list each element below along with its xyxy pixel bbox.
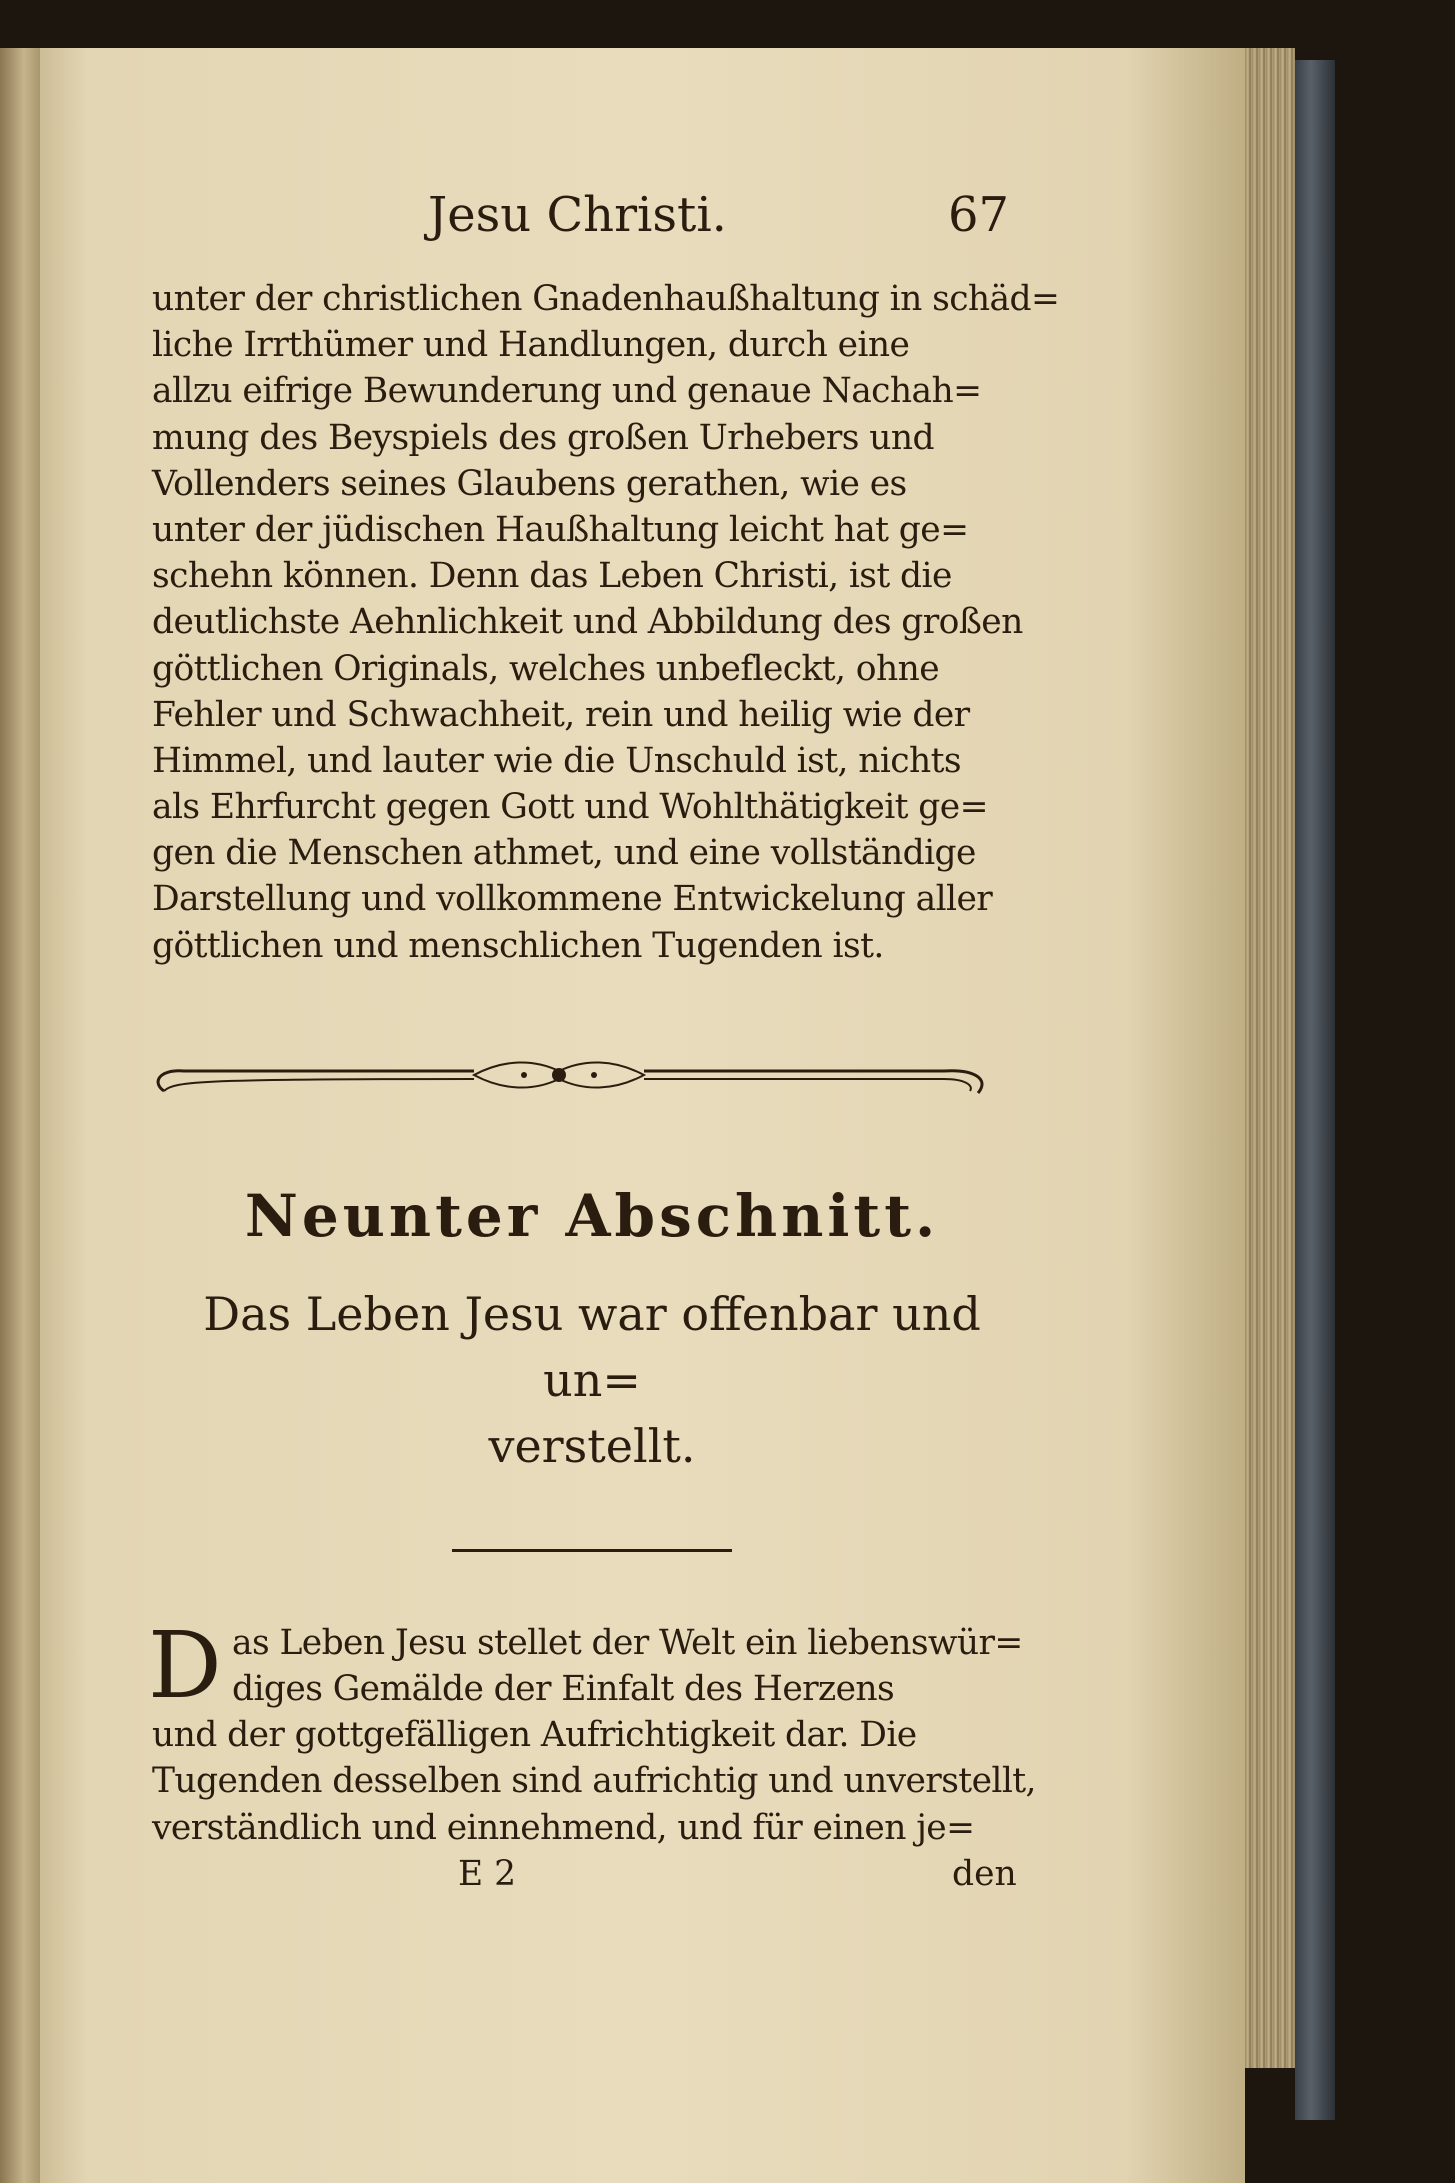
page-footer bbox=[152, 1851, 1032, 1897]
body-text bbox=[152, 276, 1060, 969]
book-cover-edge bbox=[1295, 60, 1335, 2120]
text-line: Tugenden desselben sind aufrichtig und unverstellt, bbox=[152, 1761, 1036, 1802]
ornament-icon bbox=[144, 1053, 1004, 1113]
horizontal-rule bbox=[452, 1549, 732, 1552]
text-line: unter der christlichen Gnadenhaußhaltung in schäd= bbox=[152, 279, 1060, 319]
text-line: Darstellung und vollkommene Entwickelung aller bbox=[152, 879, 993, 920]
text-line: als Ehrfurcht gegen Gott und Wohlthätigkeit ge= bbox=[152, 787, 988, 828]
text-line: diges Gemälde der Einfalt des Herzens bbox=[232, 1669, 895, 1709]
subtitle-line: verstellt. bbox=[488, 1418, 696, 1473]
left-page-edge bbox=[0, 48, 40, 2183]
drop-cap: D bbox=[148, 1611, 222, 1719]
text-line: Vollenders seines Glaubens gerathen, wie es bbox=[152, 463, 907, 504]
text-line: as Leben Jesu stellet der Welt ein liebenswür= bbox=[232, 1622, 1023, 1663]
chapter-heading: Neunter Abschnitt. bbox=[244, 1181, 940, 1250]
text-line: gen die Menschen athmet, und eine vollständige bbox=[152, 833, 976, 874]
running-title: Jesu Christi. bbox=[428, 187, 727, 243]
paragraph bbox=[148, 1611, 1036, 1851]
text-line: liche Irrthümer und Handlungen, durch eine bbox=[152, 325, 910, 366]
signature-mark: E 2 bbox=[458, 1853, 517, 1894]
running-header bbox=[152, 170, 1032, 260]
catchword: den bbox=[952, 1853, 1017, 1894]
text-line: schehn können. Denn das Leben Christi, ist die bbox=[152, 556, 952, 597]
text-line: Himmel, und lauter wie die Unschuld ist, nichts bbox=[152, 740, 961, 781]
text-line: deutlichste Aehnlichkeit und Abbildung des großen bbox=[152, 602, 1023, 643]
text-line: allzu eifrige Bewunderung und genaue Nachah= bbox=[152, 371, 982, 412]
page-number: 67 bbox=[948, 187, 1010, 243]
page-stack-edge bbox=[1245, 48, 1295, 2068]
page-content bbox=[148, 170, 1060, 1897]
text-line: und der gottgefälligen Aufrichtigkeit dar. Die bbox=[152, 1715, 917, 1756]
text-line: verständlich und einnehmend, und für einen je= bbox=[152, 1807, 975, 1848]
chapter-subtitle bbox=[152, 1281, 1032, 1479]
text-line: göttlichen Originals, welches unbefleckt, ohne bbox=[152, 648, 940, 689]
ornamental-divider bbox=[152, 1053, 1032, 1113]
text-line: göttlichen und menschlichen Tugenden ist. bbox=[152, 925, 884, 966]
text-line: mung des Beyspiels des großen Urhebers und bbox=[152, 417, 934, 458]
text-line: unter der jüdischen Haußhaltung leicht hat ge= bbox=[152, 509, 969, 550]
text-line: Fehler und Schwachheit, rein und heilig wie der bbox=[152, 694, 970, 735]
subtitle-line: Das Leben Jesu war offenbar und un= bbox=[203, 1286, 981, 1407]
